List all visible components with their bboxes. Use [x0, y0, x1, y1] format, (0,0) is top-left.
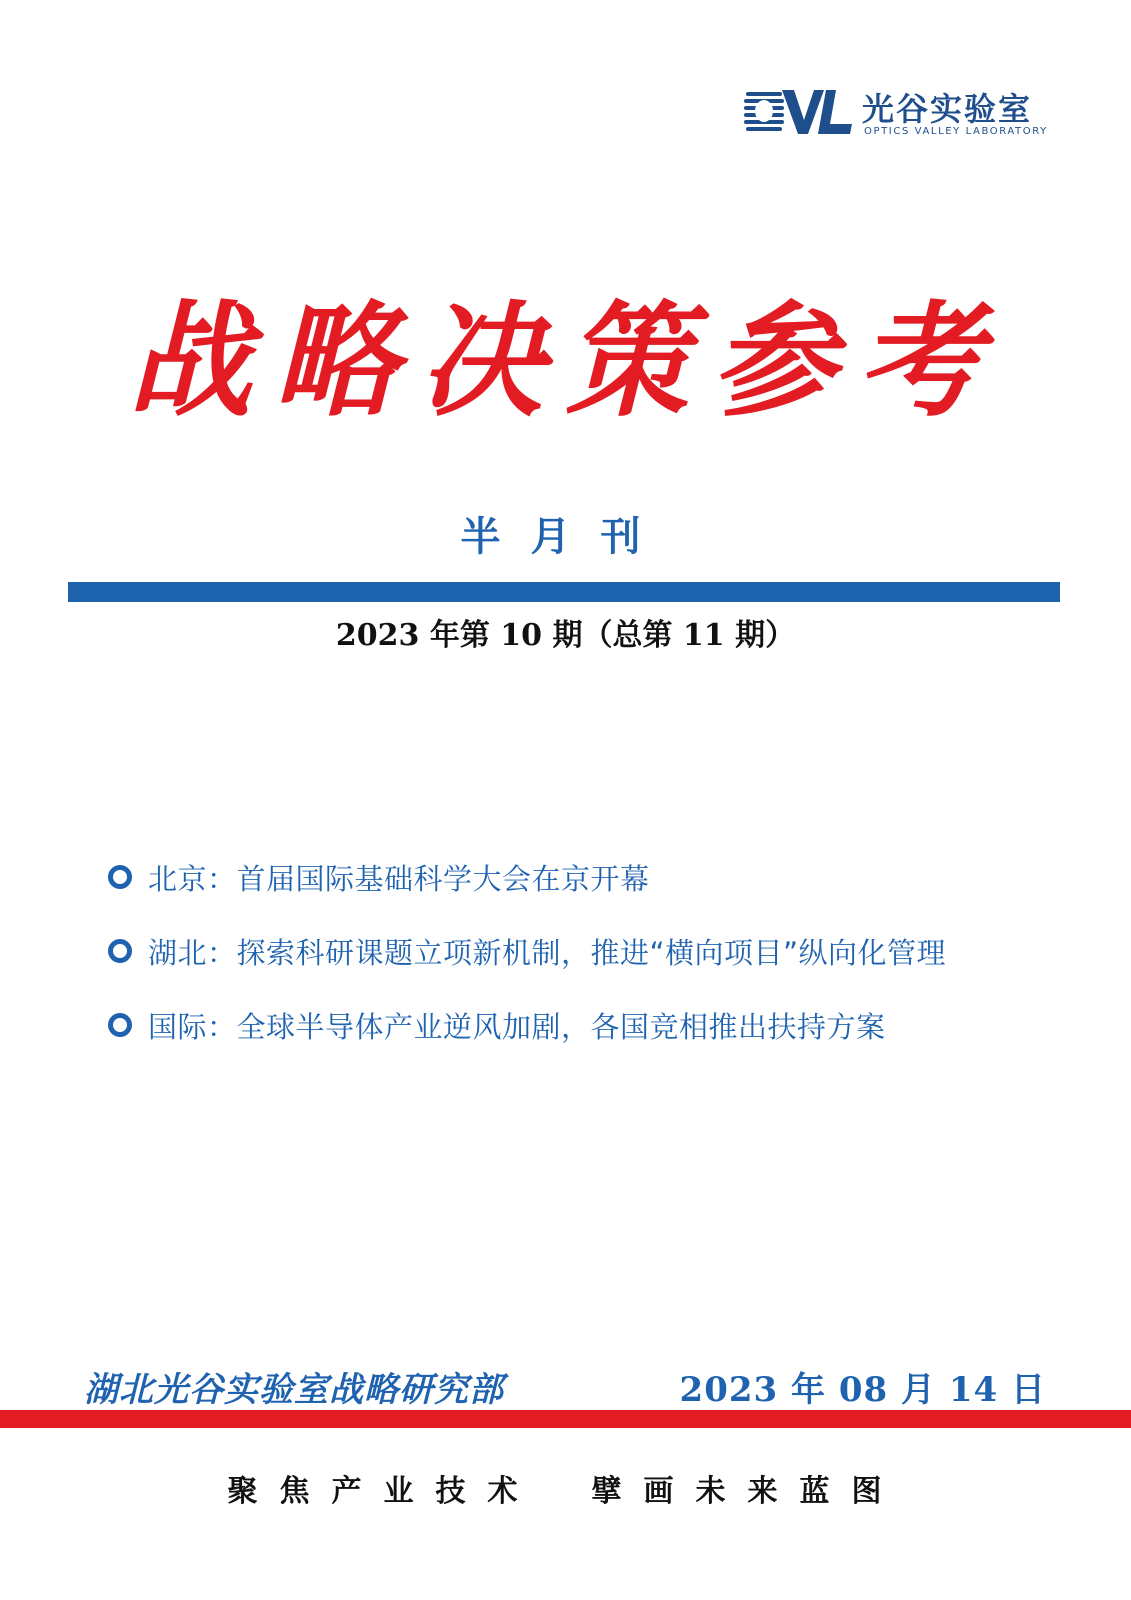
lab-logo — [744, 82, 1054, 146]
red-divider — [0, 1410, 1131, 1428]
blue-divider — [68, 582, 1060, 602]
circle-bullet-icon — [108, 1013, 132, 1037]
circle-bullet-icon — [108, 939, 132, 963]
circle-bullet-icon — [108, 865, 132, 889]
department-name: 湖北光谷实验室战略研究部 — [84, 1370, 504, 1410]
publication-date: 2023 年 08 月 14 日 — [679, 1370, 1046, 1410]
headline-item[interactable] — [108, 988, 946, 1062]
publication-title: 战略决策参考 — [127, 289, 1004, 434]
slogan: 聚焦产业技术 擘画未来蓝图 — [227, 1474, 904, 1509]
lab-name-en: OPTICS VALLEY LABORATORY — [864, 126, 1048, 137]
headline-text: 国际：全球半导体产业逆风加剧，各国竞相推出扶持方案 — [148, 1009, 886, 1044]
headline-item[interactable] — [108, 914, 946, 988]
lab-name-cn: 光谷实验室 — [862, 90, 1033, 128]
issue-number: 2023 年第 10 期（总第 11 期） — [335, 618, 796, 653]
headline-text: 湖北：探索科研课题立项新机制，推进“横向项目”纵向化管理 — [148, 935, 947, 970]
publication-frequency: 半月刊 — [460, 513, 671, 560]
headline-text: 北京：首届国际基础科学大会在京开幕 — [148, 861, 650, 896]
ovl-logo-icon — [744, 82, 856, 142]
headline-item[interactable] — [108, 840, 946, 914]
headline-list — [108, 840, 946, 1062]
